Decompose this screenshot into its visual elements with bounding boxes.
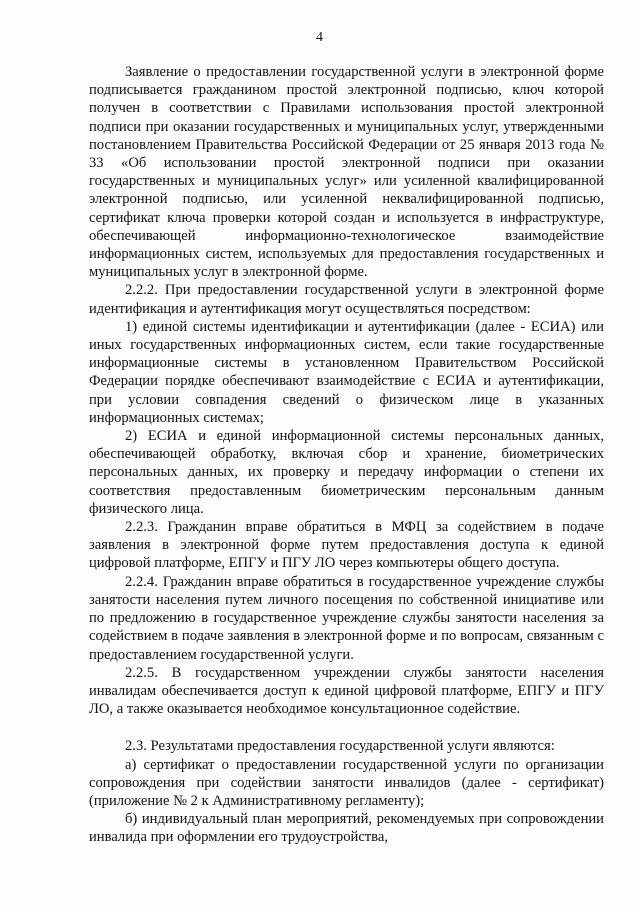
paragraph-2-3-item-a: а) сертификат о предоставлении государственной услуги по организации сопровождения при содействии занятости инвалидов (далее - сертификат) (приложение № 2 к Административному регламенту); (89, 756, 604, 809)
paragraph-2-2-5: 2.2.5. В государственном учреждении службы занятости населения инвалидам обеспечивается доступ к единой цифровой платформе, ЕПГУ и ПГУ ЛО, а также оказывается необходимое консультационное содействие. (89, 664, 604, 718)
paragraph-2-3: 2.3. Результатами предоставления государственной услуги являются: (125, 738, 555, 755)
paragraph-2-2-3: 2.2.3. Гражданин вправе обратиться в МФЦ за содействием в подаче заявления в электронной форме путем предоставления доступа к единой цифровой платформе, ЕПГУ и ПГУ ЛО через компьютеры общего доступа. (89, 519, 604, 572)
document-body (89, 63, 604, 847)
paragraph-2-2-2: 2.2.2. При предоставлении государственной услуги в электронной форме идентификация и аутентификация могут осуществляться посредством: (89, 282, 604, 317)
paragraph-2-2-2-item-2: 2) ЕСИА и единой информационной системы персональных данных, обеспечивающей обработку, включая сбор и хранение, биометрических персональных данных, их проверку и передачу информации о степени их соответствия предоставленным биометрическим персональным данным физического лица. (89, 428, 604, 517)
paragraph-electronic-signature: Заявление о предоставлении государственной услуги в электронной форме подписывается гражданином простой электронной подписью, ключ которой получен в соответствии с Правилами использования простой электронной подписи при оказании государственных и муниципальных услуг, утвержденными постановлением Правительства Российской Федерации от 25 января 2013 года № 33 «Об использовании простой электронной подписи при оказании государственных и муниципальных услуг» или усиленной квалифицированной электронной подписью, или усиленной неквалифицированной подписью, сертификат ключа проверки которой создан и используется в инфраструктуре, обеспечивающей информационно-технологическое взаимодействие информационных систем, используемых для предоставления государственных и муниципальных услуг в электронной форме. (89, 64, 604, 281)
paragraph-2-3-item-b: б) индивидуальный план мероприятий, рекомендуемых при сопровождении инвалида при оформлении его трудоустройства, (89, 811, 604, 846)
paragraph-2-2-2-item-1: 1) единой системы идентификации и аутентификации (далее - ЕСИА) или иных государственных информационных систем, если такие государственные информационные системы в установленном Правительством Российской Федерации порядке обеспечивают взаимодействие с ЕСИА и аутентификации, при условии совпадения сведений о физическом лице в указанных информационных системах; (89, 318, 604, 426)
paragraph-2-2-4: 2.2.4. Гражданин вправе обратиться в государственное учреждение службы занятости населения путем личного посещения по собственной инициативе или по предложению в государственное учреждение службы занятости населения за содействием в подаче заявления в электронной форме и по вопросам, связанным с предоставлением государственной услуги. (89, 573, 604, 663)
page-number: 4 (316, 30, 323, 45)
